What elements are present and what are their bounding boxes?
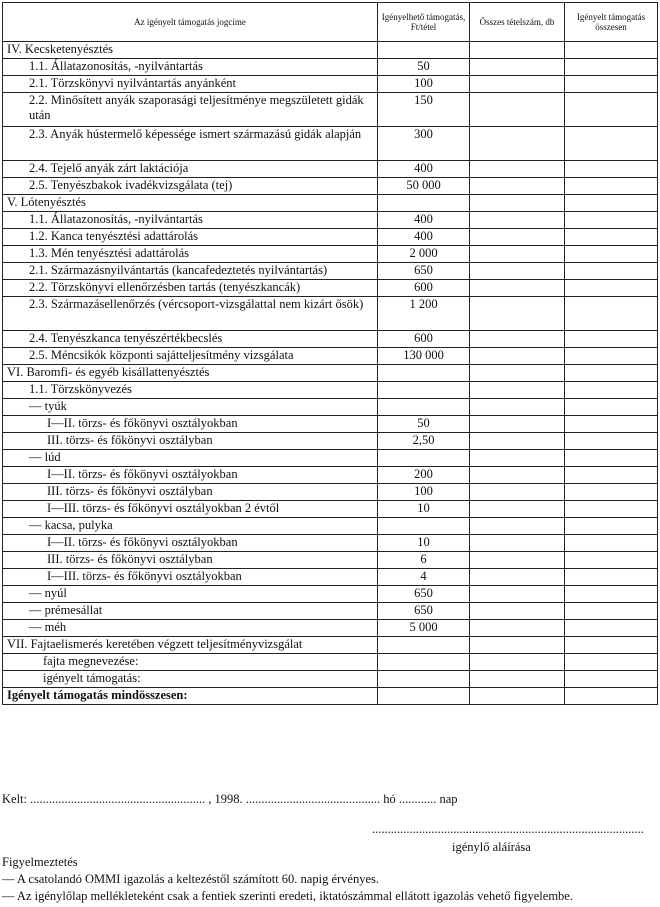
table-row [3, 246, 658, 263]
table-row [3, 212, 658, 229]
row-support-value: 4 [378, 569, 470, 586]
row-label: Igényelt támogatás mindösszesen: [3, 688, 378, 705]
row-count-field[interactable] [470, 654, 565, 671]
row-total-field[interactable] [565, 93, 658, 127]
row-support-value: 600 [378, 331, 470, 348]
row-support-value [378, 654, 470, 671]
row-support-value: 5 000 [378, 620, 470, 637]
row-label: VII. Fajtaelismerés keretében végzett teljesítményvizsgálat [3, 637, 378, 654]
row-label: 2.2. Minősített anyák szaporasági teljesítménye megszületett gidák után [3, 93, 378, 127]
table-body [3, 42, 658, 705]
kelt-line: Kelt: ........................................................ , 1998. ........................................... hó ............ nap [2, 792, 458, 806]
row-support-value: 130 000 [378, 348, 470, 365]
row-support-value: 50 [378, 59, 470, 76]
row-count-field[interactable] [470, 501, 565, 518]
table-row [3, 280, 658, 297]
table-row [3, 620, 658, 637]
row-label: 2.4. Tenyészkanca tenyészértékbecslés [3, 331, 378, 348]
row-label: igényelt támogatás: [3, 671, 378, 688]
row-support-value: 2,50 [378, 433, 470, 450]
table-header-row [3, 3, 658, 42]
row-total-field[interactable] [565, 450, 658, 467]
row-total-field[interactable] [565, 467, 658, 484]
row-total-field[interactable] [565, 654, 658, 671]
row-total-field[interactable] [565, 433, 658, 450]
row-support-value: 6 [378, 552, 470, 569]
table-row [3, 416, 658, 433]
signature-dots: ....................................................................................... [372, 822, 644, 836]
row-label: VI. Baromfi- és egyéb kisállattenyésztés [3, 365, 378, 382]
table-row [3, 450, 658, 467]
row-total-field[interactable] [565, 637, 658, 654]
row-count-field[interactable] [470, 416, 565, 433]
row-label: fajta megnevezése: [3, 654, 378, 671]
row-support-value: 600 [378, 280, 470, 297]
row-total-field[interactable] [565, 586, 658, 603]
row-total-field[interactable] [565, 688, 658, 705]
row-support-value: 400 [378, 229, 470, 246]
row-support-value: 2 000 [378, 246, 470, 263]
row-support-value [378, 399, 470, 416]
row-count-field[interactable] [470, 535, 565, 552]
row-label: I—II. törzs- és főkönyvi osztályokban [3, 467, 378, 484]
row-support-value: 200 [378, 467, 470, 484]
row-total-field[interactable] [565, 178, 658, 195]
row-label: V. Lótenyésztés [3, 195, 378, 212]
row-count-field[interactable] [470, 348, 565, 365]
table-row [3, 603, 658, 620]
row-count-field[interactable] [470, 518, 565, 535]
table-row [3, 501, 658, 518]
table-row [3, 229, 658, 246]
row-count-field[interactable] [470, 42, 565, 59]
row-label: III. törzs- és főkönyvi osztályban [3, 484, 378, 501]
table-row [3, 365, 658, 382]
row-support-value: 10 [378, 535, 470, 552]
table-row [3, 637, 658, 654]
row-support-value: 650 [378, 263, 470, 280]
row-label: I—II. törzs- és főkönyvi osztályokban [3, 535, 378, 552]
row-count-field[interactable] [470, 365, 565, 382]
row-label: 1.2. Kanca tenyésztési adattárolás [3, 229, 378, 246]
row-count-field[interactable] [470, 76, 565, 93]
table-row [3, 331, 658, 348]
row-total-field[interactable] [565, 569, 658, 586]
row-support-value: 10 [378, 501, 470, 518]
row-support-value: 50 [378, 416, 470, 433]
row-total-field[interactable] [565, 348, 658, 365]
table-row [3, 654, 658, 671]
table-row [3, 93, 658, 127]
row-count-field[interactable] [470, 671, 565, 688]
table-row [3, 569, 658, 586]
row-total-field[interactable] [565, 76, 658, 93]
row-count-field[interactable] [470, 382, 565, 399]
table-row [3, 399, 658, 416]
row-count-field[interactable] [470, 603, 565, 620]
row-label: IV. Kecsketenyésztés [3, 42, 378, 59]
row-count-field[interactable] [470, 399, 565, 416]
header-igenyelheto: Igényelhető támogatás, Ft/tétel [378, 3, 470, 42]
row-label: I—III. törzs- és főkönyvi osztályokban [3, 569, 378, 586]
row-total-field[interactable] [565, 229, 658, 246]
row-label: — kacsa, pulyka [3, 518, 378, 535]
row-count-field[interactable] [470, 263, 565, 280]
row-support-value [378, 365, 470, 382]
row-support-value: 100 [378, 484, 470, 501]
row-support-value [378, 671, 470, 688]
row-label: III. törzs- és főkönyvi osztályban [3, 433, 378, 450]
row-count-field[interactable] [470, 331, 565, 348]
row-label: — lúd [3, 450, 378, 467]
table-row [3, 671, 658, 688]
row-total-field[interactable] [565, 382, 658, 399]
row-total-field[interactable] [565, 671, 658, 688]
row-count-field[interactable] [470, 450, 565, 467]
row-support-value: 650 [378, 603, 470, 620]
table-row [3, 161, 658, 178]
row-support-value: 50 000 [378, 178, 470, 195]
table-row [3, 484, 658, 501]
warning-line-2: — Az igénylőlap mellékleteként csak a fentiek szerinti eredeti, iktatószámmal ellátott igazolás vehető figyelembe. [2, 889, 573, 903]
row-count-field[interactable] [470, 212, 565, 229]
row-total-field[interactable] [565, 59, 658, 76]
header-tetelszam: Összes tételszám, db [470, 3, 565, 42]
table-row [3, 586, 658, 603]
row-label: 1.1. Állatazonosítás, -nyilvántartás [3, 212, 378, 229]
row-count-field[interactable] [470, 59, 565, 76]
row-count-field[interactable] [470, 178, 565, 195]
row-support-value [378, 637, 470, 654]
row-label: 2.1. Törzskönyvi nyilvántartás anyánként [3, 76, 378, 93]
row-support-value: 400 [378, 212, 470, 229]
row-label: 2.4. Tejelő anyák zárt laktációja [3, 161, 378, 178]
row-support-value [378, 42, 470, 59]
table-row [3, 59, 658, 76]
row-support-value: 650 [378, 586, 470, 603]
table-row [3, 382, 658, 399]
row-count-field[interactable] [470, 620, 565, 637]
row-label: III. törzs- és főkönyvi osztályban [3, 552, 378, 569]
table-row [3, 178, 658, 195]
row-total-field[interactable] [565, 603, 658, 620]
table-row [3, 348, 658, 365]
row-count-field[interactable] [470, 688, 565, 705]
table-row [3, 263, 658, 280]
row-support-value [378, 688, 470, 705]
row-label: 1.1. Törzskönyvezés [3, 382, 378, 399]
row-total-field[interactable] [565, 620, 658, 637]
row-label: — tyúk [3, 399, 378, 416]
row-label: 1.1. Állatazonosítás, -nyilvántartás [3, 59, 378, 76]
row-total-field[interactable] [565, 552, 658, 569]
row-support-value: 1 200 [378, 297, 470, 331]
row-count-field[interactable] [470, 484, 565, 501]
row-support-value [378, 195, 470, 212]
row-count-field[interactable] [470, 93, 565, 127]
row-count-field[interactable] [470, 637, 565, 654]
warning-title: Figyelmeztetés [2, 855, 78, 869]
row-label: 1.3. Mén tenyésztési adattárolás [3, 246, 378, 263]
row-label: I—II. törzs- és főkönyvi osztályokban [3, 416, 378, 433]
row-count-field[interactable] [470, 246, 565, 263]
table-row [3, 518, 658, 535]
row-total-field[interactable] [565, 331, 658, 348]
table-row [3, 467, 658, 484]
table-row [3, 42, 658, 59]
row-total-field[interactable] [565, 212, 658, 229]
row-total-field[interactable] [565, 297, 658, 331]
row-label: 2.5. Tenyészbakok ivadékvizsgálata (tej) [3, 178, 378, 195]
row-total-field[interactable] [565, 42, 658, 59]
row-label: 2.1. Származásnyilvántartás (kancafedeztetés nyilvántartás) [3, 263, 378, 280]
row-count-field[interactable] [470, 467, 565, 484]
row-label: — prémesállat [3, 603, 378, 620]
table-row [3, 195, 658, 212]
warning-line-1: — A csatolandó OMMI igazolás a keltezéstől számított 60. napig érvényes. [2, 872, 379, 886]
table-row [3, 127, 658, 161]
header-osszesen: Igényelt támogatás összesen [565, 3, 658, 42]
header-jogcim: Az igényelt támogatás jogcíme [3, 3, 378, 42]
row-count-field[interactable] [470, 586, 565, 603]
signature-label: igénylő aláírása [452, 840, 531, 854]
row-total-field[interactable] [565, 484, 658, 501]
row-support-value: 100 [378, 76, 470, 93]
row-total-field[interactable] [565, 161, 658, 178]
row-count-field[interactable] [470, 229, 565, 246]
table-row [3, 76, 658, 93]
row-label: 2.5. Méncsikók központi sajátteljesítmény vizsgálata [3, 348, 378, 365]
row-label: I—III. törzs- és főkönyvi osztályokban 2 évtől [3, 501, 378, 518]
row-count-field[interactable] [470, 552, 565, 569]
row-count-field[interactable] [470, 297, 565, 331]
row-label: — nyúl [3, 586, 378, 603]
table-row [3, 433, 658, 450]
row-count-field[interactable] [470, 280, 565, 297]
row-count-field[interactable] [470, 433, 565, 450]
row-label: 2.2. Törzskönyvi ellenőrzésben tartás (tenyészkancák) [3, 280, 378, 297]
row-count-field[interactable] [470, 195, 565, 212]
row-support-value: 300 [378, 127, 470, 161]
row-total-field[interactable] [565, 518, 658, 535]
row-count-field[interactable] [470, 127, 565, 161]
row-total-field[interactable] [565, 416, 658, 433]
table-row [3, 297, 658, 331]
row-label: 2.3. Származásellenőrzés (vércsoport-vizsgálattal nem kizárt ősök) [3, 297, 378, 331]
row-support-value: 400 [378, 161, 470, 178]
row-support-value: 150 [378, 93, 470, 127]
row-total-field[interactable] [565, 535, 658, 552]
row-total-field[interactable] [565, 127, 658, 161]
subsidy-table [2, 2, 658, 705]
row-total-field[interactable] [565, 263, 658, 280]
table-row [3, 688, 658, 705]
row-total-field[interactable] [565, 365, 658, 382]
row-label: — méh [3, 620, 378, 637]
table-row [3, 552, 658, 569]
row-total-field[interactable] [565, 501, 658, 518]
row-label: 2.3. Anyák hústermelő képessége ismert származású gidák alapján [3, 127, 378, 161]
row-total-field[interactable] [565, 399, 658, 416]
row-count-field[interactable] [470, 569, 565, 586]
row-total-field[interactable] [565, 246, 658, 263]
row-support-value [378, 450, 470, 467]
row-support-value [378, 382, 470, 399]
row-support-value [378, 518, 470, 535]
row-total-field[interactable] [565, 280, 658, 297]
table-row [3, 535, 658, 552]
row-total-field[interactable] [565, 195, 658, 212]
row-count-field[interactable] [470, 161, 565, 178]
